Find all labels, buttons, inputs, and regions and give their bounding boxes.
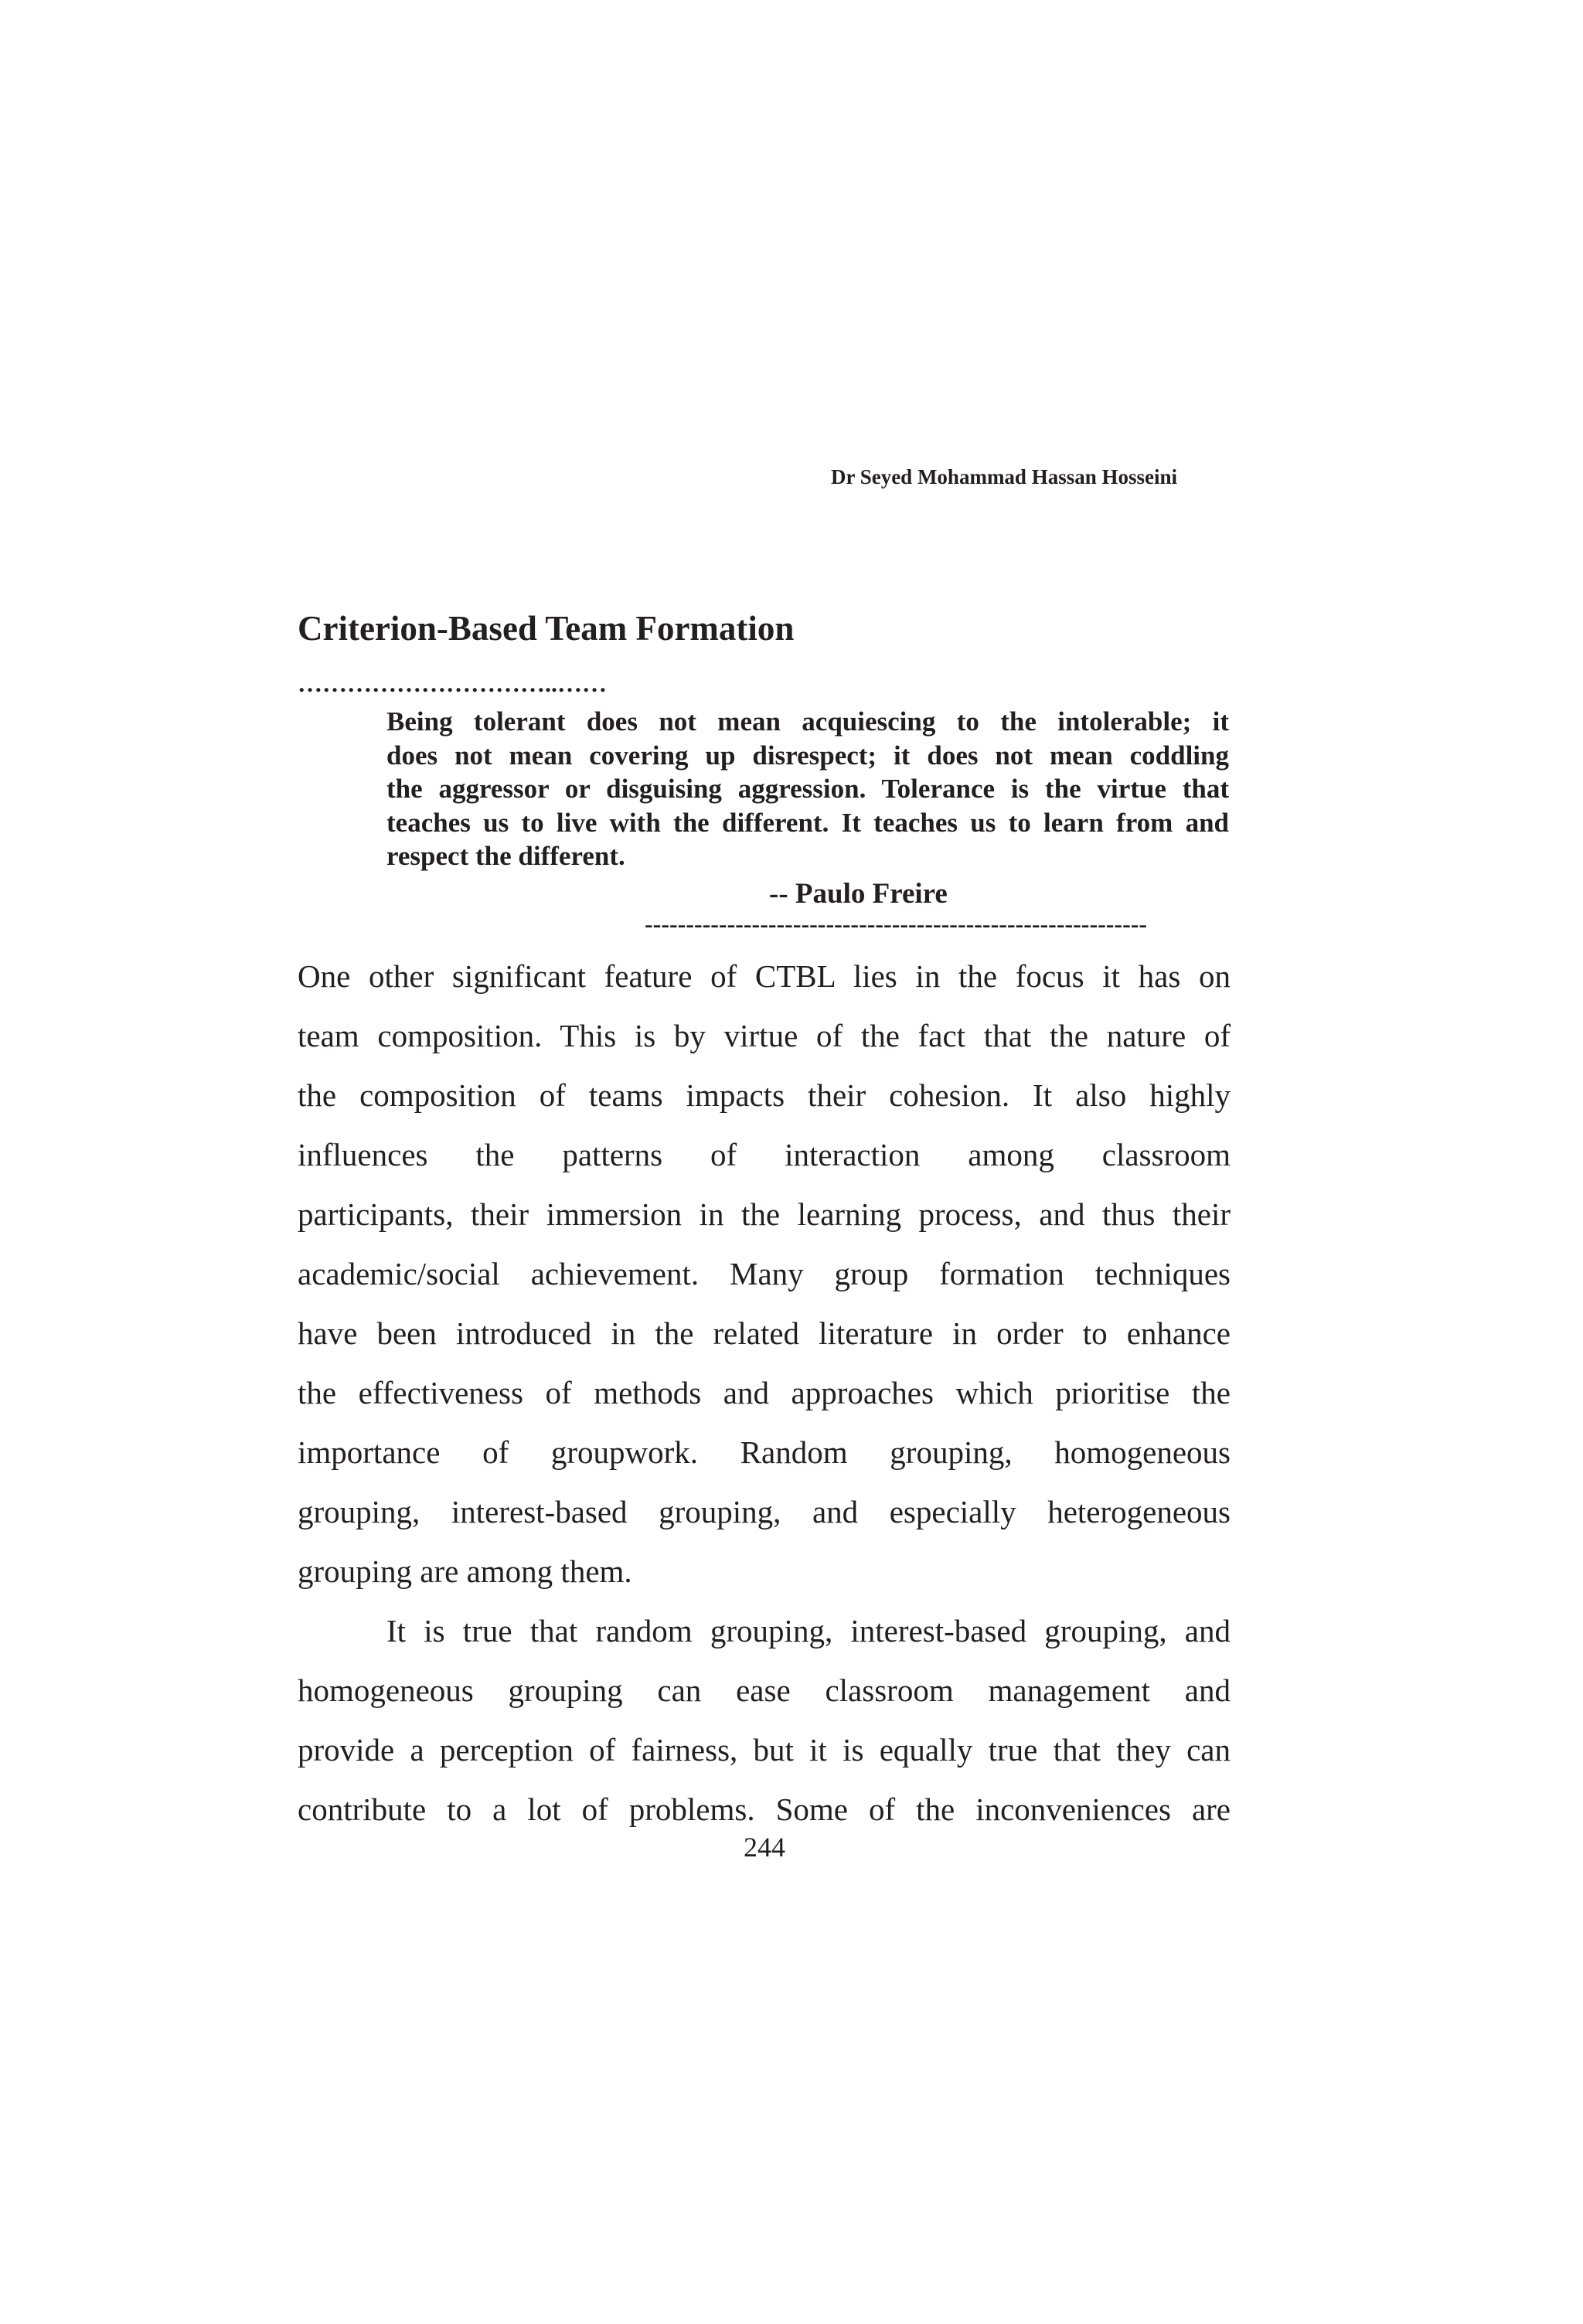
epigraph-line: does not mean covering up disrespect; it does not mean coddling bbox=[386, 740, 1229, 771]
running-header-author: Dr Seyed Mohammad Hassan Hosseini bbox=[830, 465, 1177, 488]
body-line: contribute to a lot of problems. Some of the inconveniences are bbox=[298, 1791, 1231, 1827]
title-separator-dots: …………………………..…… bbox=[298, 669, 607, 697]
epigraph-closing-rule: ------------------------------------------------------------- bbox=[645, 910, 1148, 937]
epigraph-attribution: -- Paulo Freire bbox=[769, 878, 948, 910]
body-line: academic/social achievement. Many group formation techniques bbox=[298, 1256, 1231, 1291]
body-line: grouping, interest-based grouping, and especially heterogeneous bbox=[298, 1494, 1231, 1529]
section-title: Criterion-Based Team Formation bbox=[298, 609, 795, 648]
epigraph-quote bbox=[386, 705, 1229, 873]
body-text bbox=[298, 947, 1231, 1839]
body-line: grouping are among them. bbox=[298, 1553, 632, 1589]
epigraph-line: the aggressor or disguising aggression. Tolerance is the virtue that bbox=[386, 774, 1229, 804]
body-line: team composition. This is by virtue of the fact that the nature of bbox=[298, 1018, 1231, 1053]
epigraph-line: teaches us to live with the different. It teaches us to learn from and bbox=[386, 807, 1229, 838]
epigraph-line: respect the different. bbox=[386, 841, 625, 871]
body-line: participants, their immersion in the learning process, and thus their bbox=[298, 1196, 1231, 1232]
body-line: importance of groupwork. Random grouping, homogeneous bbox=[298, 1434, 1231, 1470]
page-number: 244 bbox=[744, 1832, 785, 1863]
body-line: have been introduced in the related literature in order to enhance bbox=[298, 1315, 1231, 1351]
body-line: the effectiveness of methods and approaches which prioritise the bbox=[298, 1375, 1231, 1410]
body-line: the composition of teams impacts their cohesion. It also highly bbox=[298, 1077, 1231, 1113]
body-line: One other significant feature of CTBL lies in the focus it has on bbox=[298, 958, 1231, 994]
body-line: provide a perception of fairness, but it is equally true that they can bbox=[298, 1732, 1231, 1768]
body-line: influences the patterns of interaction among classroom bbox=[298, 1137, 1231, 1172]
epigraph-line: Being tolerant does not mean acquiescing to the intolerable; it bbox=[386, 706, 1229, 737]
body-line: homogeneous grouping can ease classroom management and bbox=[298, 1672, 1231, 1708]
body-line: It is true that random grouping, interest-based grouping, and bbox=[386, 1613, 1231, 1649]
